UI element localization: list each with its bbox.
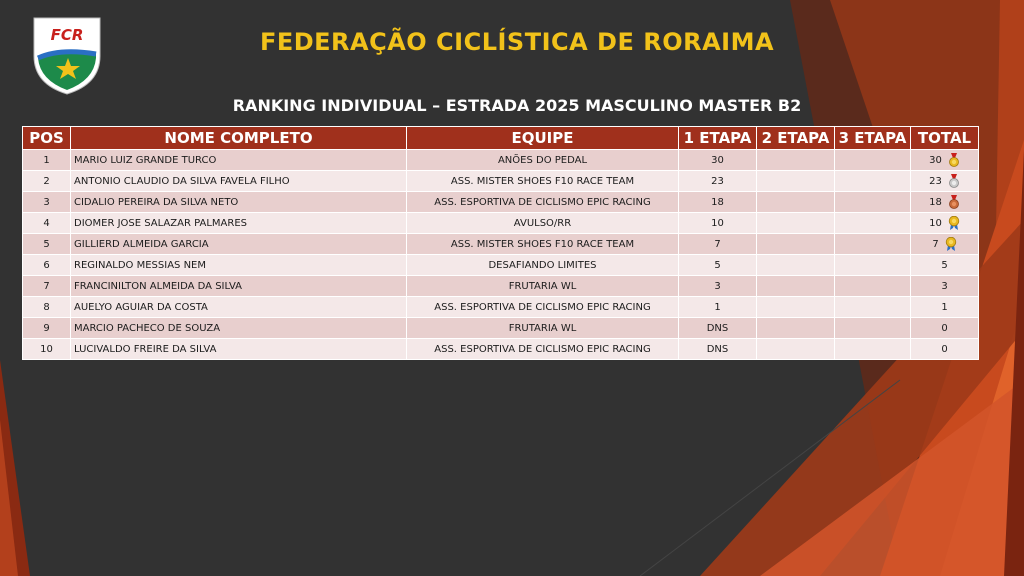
cell-total [911,297,979,318]
cell-pos [23,150,71,171]
cell-total [911,234,979,255]
cell-stage-1-text: 23 [711,175,724,187]
column-header-name: NOME COMPLETO [71,127,407,150]
cell-stage-3 [835,171,911,192]
cell-total-text: 1 [941,301,948,313]
cell-name [71,213,407,234]
cell-stage-2 [757,297,835,318]
cell-stage-1 [679,318,757,339]
cell-pos-text: 2 [43,175,50,187]
cell-stage-2 [757,276,835,297]
cell-stage-1 [679,171,757,192]
cell-name [71,234,407,255]
table-row [23,234,979,255]
table-row [23,213,979,234]
column-header-team: EQUIPE [407,127,679,150]
cell-pos [23,171,71,192]
cell-stage-3 [835,276,911,297]
cell-total [911,255,979,276]
cell-team-text: FRUTARIA WL [508,280,577,292]
cell-team-text: ASS. ESPORTIVA DE CICLISMO EPIC RACING [434,301,651,313]
cell-total [911,318,979,339]
cell-name-text: DIOMER JOSE SALAZAR PALMARES [74,217,247,229]
cell-stage-1 [679,234,757,255]
cell-stage-3 [835,339,911,360]
table-row [23,339,979,360]
cell-name [71,150,407,171]
cell-team-text: DESAFIANDO LIMITES [488,259,597,271]
table-row [23,276,979,297]
cell-name-text: FRANCINILTON ALMEIDA DA SILVA [74,280,243,292]
gold-medal-icon [948,153,960,167]
cell-name-text: MARCIO PACHECO DE SOUZA [74,322,221,334]
cell-team [407,255,679,276]
page-title: FEDERAÇÃO CICLÍSTICA DE RORAIMA [259,28,775,56]
bronze-medal-icon [948,195,960,209]
cell-stage-3 [835,150,911,171]
cell-total-text: 10 [929,218,942,229]
cell-total [911,150,979,171]
column-header-pos: POS [23,127,71,150]
cell-stage-2 [757,318,835,339]
cell-team [407,297,679,318]
cell-stage-3 [835,192,911,213]
cell-team [407,276,679,297]
cell-stage-1 [679,192,757,213]
cell-stage-2 [757,150,835,171]
cell-team-text: ANÕES DO PEDAL [497,154,588,166]
cell-pos-text: 6 [43,259,50,271]
cell-stage-1 [679,339,757,360]
cell-pos [23,339,71,360]
cell-stage-1 [679,150,757,171]
table-row [23,297,979,318]
table-row [23,318,979,339]
cell-name [71,318,407,339]
column-header-stage-1: 1 ETAPA [679,127,757,150]
cell-name-text: GILLIERD ALMEIDA GARCIA [74,238,209,250]
ranking-table-body [23,150,979,360]
cell-stage-3 [835,234,911,255]
table-header-row [23,127,979,150]
cell-stage-1-text: DNS [706,322,729,334]
cell-pos-text: 1 [43,154,50,166]
cell-stage-1-text: 3 [714,280,721,292]
cell-stage-3 [835,255,911,276]
cell-name [71,276,407,297]
cell-total [911,171,979,192]
cell-total-text: 18 [929,197,942,208]
cell-team-text: ASS. MISTER SHOES F10 RACE TEAM [450,175,635,187]
cell-team [407,150,679,171]
column-header-stage-3: 3 ETAPA [835,127,911,150]
cell-team [407,171,679,192]
cell-stage-1 [679,213,757,234]
cell-pos-text: 4 [43,217,50,229]
cell-name-text: MARIO LUIZ GRANDE TURCO [74,154,217,166]
cell-team [407,339,679,360]
table-row [23,192,979,213]
cell-name [71,339,407,360]
cell-total-text: 0 [941,343,948,355]
cell-pos [23,213,71,234]
cell-stage-1-text: 10 [711,217,724,229]
cell-total-text: 7 [932,239,939,250]
cell-name [71,171,407,192]
cell-pos-text: 5 [43,238,50,250]
ranking-table [22,126,979,360]
cell-name-text: ANTONIO CLAUDIO DA SILVA FAVELA FILHO [74,175,290,187]
cell-pos [23,318,71,339]
cell-total-text: 3 [941,280,948,292]
svg-text:FCR: FCR [50,26,84,44]
cell-stage-1 [679,255,757,276]
column-header-total: TOTAL [911,127,979,150]
cell-name-text: LUCIVALDO FREIRE DA SILVA [74,343,217,355]
cell-total-text: 0 [941,322,948,334]
cell-team-text: ASS. ESPORTIVA DE CICLISMO EPIC RACING [434,196,651,208]
cell-total [911,192,979,213]
cell-pos [23,297,71,318]
cell-stage-1-text: 1 [714,301,721,313]
cell-stage-3 [835,297,911,318]
cell-stage-1-text: 5 [714,259,721,271]
cell-pos-text: 3 [43,196,50,208]
cell-total [911,276,979,297]
rosette-icon [945,237,957,251]
cell-team-text: ASS. MISTER SHOES F10 RACE TEAM [450,238,635,250]
cell-pos [23,255,71,276]
cell-stage-2 [757,339,835,360]
table-row [23,171,979,192]
cell-stage-2 [757,234,835,255]
cell-stage-3 [835,318,911,339]
cell-team [407,213,679,234]
cell-team-text: FRUTARIA WL [508,322,577,334]
cell-team-text: ASS. ESPORTIVA DE CICLISMO EPIC RACING [434,343,651,355]
cell-stage-2 [757,192,835,213]
table-row [23,150,979,171]
rosette-icon [948,216,960,230]
cell-team-text: AVULSO/RR [513,217,572,229]
cell-team [407,234,679,255]
cell-name-text: REGINALDO MESSIAS NEM [74,259,206,271]
cell-team [407,192,679,213]
cell-stage-2 [757,255,835,276]
cell-name [71,297,407,318]
cell-pos [23,276,71,297]
cell-stage-1-text: 18 [711,196,724,208]
cell-total [911,213,979,234]
cell-name-text: AUELYO AGUIAR DA COSTA [74,301,208,313]
cell-name [71,192,407,213]
cell-name-text: CIDALIO PEREIRA DA SILVA NETO [74,196,239,208]
cell-pos-text: 10 [40,343,53,355]
cell-pos-text: 8 [43,301,50,313]
cell-stage-2 [757,171,835,192]
cell-stage-3 [835,213,911,234]
cell-pos-text: 9 [43,322,50,334]
page-subtitle: RANKING INDIVIDUAL – ESTRADA 2025 MASCULINO MASTER B2 [232,96,802,115]
cell-stage-1-text: 7 [714,238,721,250]
cell-total [911,339,979,360]
cell-stage-1-text: DNS [706,343,729,355]
cell-pos [23,234,71,255]
cell-total-text: 23 [929,176,942,187]
table-row [23,255,979,276]
cell-stage-1-text: 30 [711,154,724,166]
cell-stage-1 [679,297,757,318]
column-header-stage-2: 2 ETAPA [757,127,835,150]
silver-medal-icon [948,174,960,188]
cell-name [71,255,407,276]
cell-total-text: 5 [941,259,948,271]
cell-stage-2 [757,213,835,234]
cell-team [407,318,679,339]
cell-stage-1 [679,276,757,297]
cell-pos [23,192,71,213]
cell-total-text: 30 [929,155,942,166]
cell-pos-text: 7 [43,280,50,292]
